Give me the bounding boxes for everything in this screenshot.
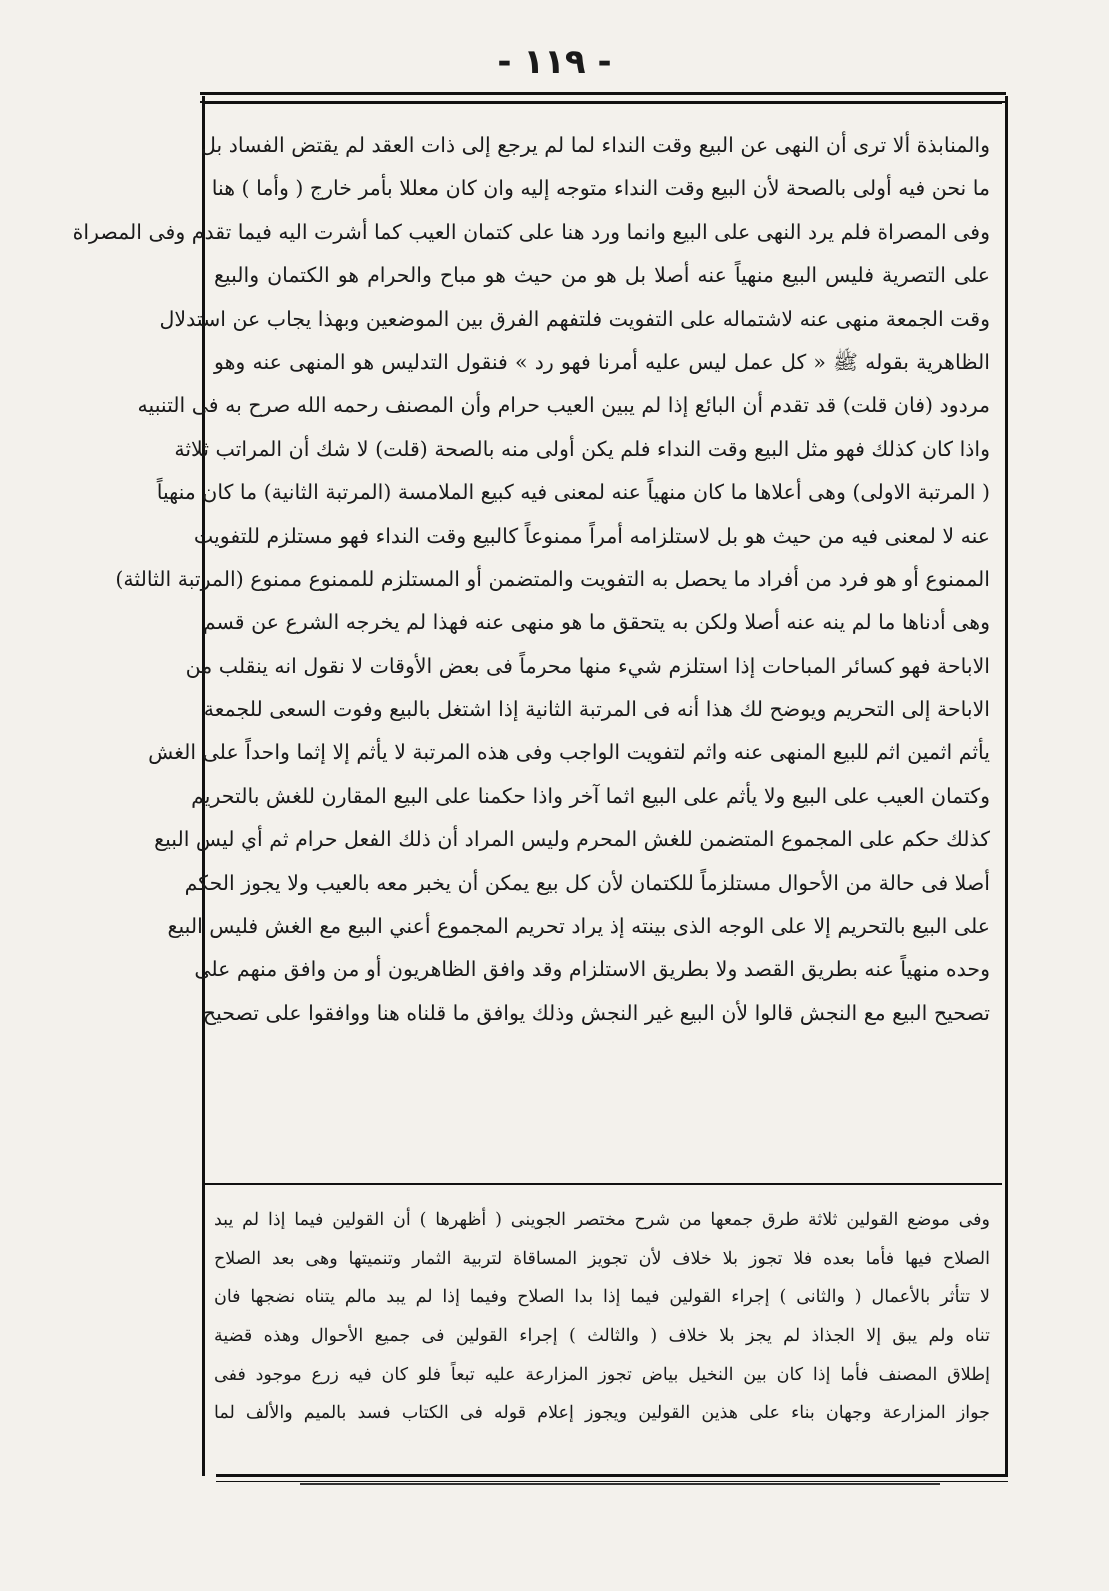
main-line: كذلك حكم على المجموع المتضمن للغش المحرم وليس المراد أن ذلك الفعل حرام ثم أي ليس البيع xyxy=(154,827,990,852)
main-line: أصلا فى حالة من الأحوال مستلزماً للكتمان لأن كل بيع يمكن أن يخبر معه بالعيب ولا يجوز الحكم xyxy=(184,870,990,895)
footnote-line: وفى موضع القولين ثلاثة طرق جمعها من شرح مختصر الجوينى ( أظهرها ) أن القولين فيما إذا لم يبد xyxy=(214,1210,990,1230)
footnote-line: جواز المزارعة وجهان بناء على هذين القولين ويجوز إعلام قوله فى الكتاب فسد بالميم والألف لما xyxy=(214,1403,990,1424)
main-text xyxy=(72,124,990,1035)
main-line: ما نحن فيه أولى بالصحة لأن البيع وقت النداء متوجه إليه وان كان معللا بأمر خارج ( وأما ) هنا xyxy=(211,176,990,201)
main-line: وحده منهياً عنه بطريق القصد ولا بطريق الاستلزام وقد وافق الظاهريون أو من وافق منهم على xyxy=(194,957,990,982)
main-line: وهى أدناها ما لم ينه عنه أصلا ولكن به يتحقق ما هو منهى عنه فهذا لم يخرجه الشرع عن قسم xyxy=(202,610,990,635)
main-line: تصحيح البيع مع النجش قالوا لأن البيع غير النجش وذلك يوافق ما قلناه هنا ووافقوا على تصحيح xyxy=(202,1000,990,1025)
main-line: على البيع بالتحريم إلا على الوجه الذى بينته إذ يراد تحريم المجموع أعني البيع مع الغش فليس البيع xyxy=(167,914,990,939)
bottom-tail-rule xyxy=(300,1483,940,1485)
footnote-separator xyxy=(204,1183,1002,1185)
bottom-double-rule xyxy=(216,1474,1008,1482)
footnote-line: لا تتأثر بالأعمال ( والثانى ) إجراء القولين فيما إذا بدا الصلاح وفيما إذا لم يبد مالم يتناه نضجها فان xyxy=(214,1287,990,1308)
main-line: والمنابذة ألا ترى أن النهى عن البيع وقت النداء لما لم يرجع إلى ذات العقد لم يقتض الفساد بل xyxy=(200,133,990,157)
main-line: الاباحة فهو كسائر المباحات إذا استلزم شيء منها محرماً فى بعض الأوقات لا نقول انه ينقلب من xyxy=(185,653,990,678)
main-line: عنه لا لمعنى فيه من حيث هو بل لاستلزامه أمراً ممنوعاً كالبيع وقت النداء فهو مستلزم للتفويت xyxy=(193,523,990,548)
main-line: ( المرتبة الاولى) وهى أعلاها ما كان منهياً عنه لمعنى فيه كبيع الملامسة (المرتبة الثانية) ما كان منهياً xyxy=(156,480,990,505)
main-line: وكتمان العيب على البيع ولا يأثم على البيع اثما آخر واذا حكمنا على البيع المقارن للغش بالتحريم xyxy=(191,783,990,808)
main-line: مردود (فان قلت) قد تقدم أن البائع إذا لم يبين العيب حرام وأن المصنف رحمه الله صرح به فى التنبيه xyxy=(137,393,990,418)
main-line: وقت الجمعة منهى عنه لاشتماله على التفويت فلتفهم الفرق بين الموضعين وبهذا يجاب عن استدلال xyxy=(159,306,990,331)
main-line: وفى المصراة فلم يرد النهى على البيع وانما ورد هنا على كتمان العيب كما أشرت اليه فيما تقدم وفى المصراة xyxy=(72,219,990,244)
main-line: الممنوع أو هو فرد من أفراد ما يحصل به التفويت والمتضمن أو المستلزم للممنوع ممنوع (المرتبة الثالثة) xyxy=(115,566,990,591)
main-line: الاباحة إلى التحريم ويوضح لك هذا أنه فى المرتبة الثانية إذا اشتغل بالبيع وفوت السعى للجمعة xyxy=(203,697,990,722)
footnote-line: الصلاح فيها فأما بعده فلا تجوز بلا خلاف لأن تجويز المساقاة لتربية الثمار وتنميتها وهى بعد الصلاح xyxy=(214,1248,990,1269)
page-number: - ١١٩ - xyxy=(497,42,612,82)
main-line: على التصرية فليس البيع منهياً عنه أصلا بل هو من حيث هو مباح والحرام هو الكتمان والبيع xyxy=(214,263,990,288)
main-line: الظاهرية بقوله ﷺ « كل عمل ليس عليه أمرنا فهو رد » فنقول التدليس هو المنهى عنه وهو xyxy=(214,349,990,374)
main-line: يأثم اثمين اثم للبيع المنهى عنه واثم لتفويت الواجب وفى هذه المرتبة لا يأثم إلا إثما واحداً على الغش xyxy=(148,740,990,765)
footnote-line: إطلاق المصنف فأما إذا كان بين النخيل بياض تجوز المزارعة عليه تبعاً فلو كان فيه زرع موجود ففى xyxy=(214,1364,990,1385)
footnote-line: تناه ولم يبق إلا الجذاذ لم يجز بلا خلاف ( والثالث ) إجراء القولين فى جميع الأحوال وهذه قضية xyxy=(214,1326,990,1347)
main-line: واذا كان كذلك فهو مثل البيع وقت النداء فلم يكن أولى منه بالصحة (قلت) لا شك أن المراتب ثلاثة xyxy=(174,436,990,461)
footnote-text xyxy=(214,1201,990,1433)
